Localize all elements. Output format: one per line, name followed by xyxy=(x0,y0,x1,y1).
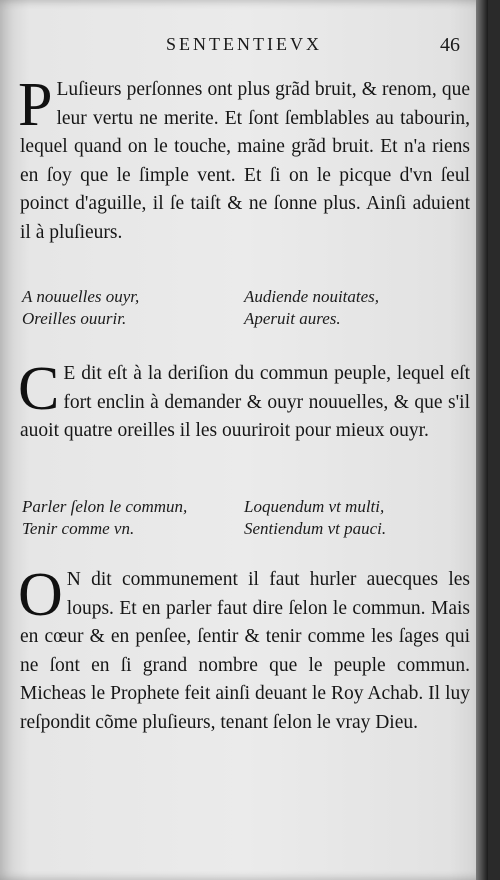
proverb-latin: Audiende nouitates, xyxy=(244,287,380,306)
dropcap: P xyxy=(18,71,53,139)
dropcap: O xyxy=(18,561,63,629)
proverb-latin: Aperuit aures. xyxy=(244,309,341,328)
proverb-french: A nouuelles ouyr, xyxy=(22,287,140,306)
page-header xyxy=(0,34,488,64)
paragraph-text: E dit eſt à la deriſion du commun peuple, lequel eſt fort enclin à demander & ouyr nouuelles, & que s'il auoit quatre oreilles il les ouuriroit pour mieux ouyr. xyxy=(20,363,470,441)
proverb-line xyxy=(22,518,472,540)
dropcap: C xyxy=(18,355,60,423)
paragraph-1 xyxy=(18,71,470,247)
running-head: SENTENTIEVX xyxy=(166,34,322,54)
paragraph-2 xyxy=(18,355,470,446)
page-edge-shadow xyxy=(476,0,488,880)
paragraph-3 xyxy=(18,561,470,737)
paragraph-text: N dit communement il faut hurler auecques les loups. Et en parler faut dire ſelon le commun. Mais en cœur & en penſee, ſentir & tenir comme les ſages qui ne ſont en ſi grand nombre que le peuple commun. Micheas le Prophete feit ainſi deuant le Roy Achab. Il luy reſpondit cõme pluſieurs, tenant ſelon le vray Dieu. xyxy=(20,569,470,733)
proverb-line xyxy=(22,496,472,518)
paragraph-text: Luſieurs perſonnes ont plus grãd bruit, & renom, que leur vertu ne merite. Et ſont ſemblables au tabourin, lequel quand on le touche, maine grãd bruit. Et n'a riens en ſoy que le ſimple vent. Et ſi on le picque d'vn ſeul poinct d'aguille, il ſe taiſt & ne ſonne plus. Ainſi aduient il à pluſieurs. xyxy=(20,79,470,243)
proverb-french: Tenir comme vn. xyxy=(22,519,135,538)
proverb-french: Oreilles ouurir. xyxy=(22,309,127,328)
proverb-french: Parler ſelon le commun, xyxy=(22,497,188,516)
proverb-line xyxy=(22,286,472,308)
proverb-1 xyxy=(22,286,472,330)
page-number: 46 xyxy=(440,34,460,56)
proverb-2 xyxy=(22,496,472,540)
proverb-latin: Sentiendum vt pauci. xyxy=(244,519,387,538)
proverb-latin: Loquendum vt multi, xyxy=(244,497,385,516)
proverb-line xyxy=(22,308,472,330)
